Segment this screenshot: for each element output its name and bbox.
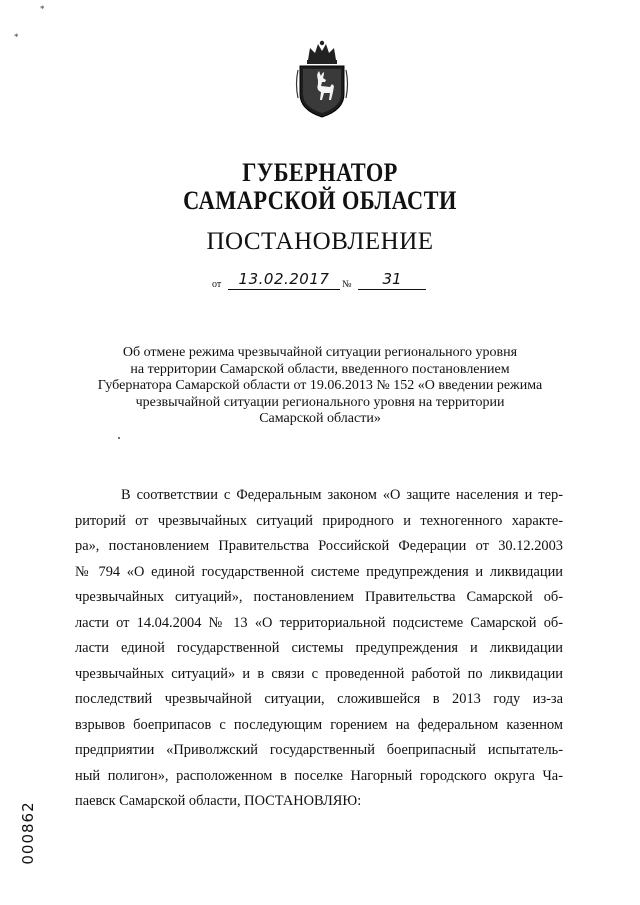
body-line: чрезвычайных ситуаций», постановлением Правительства Самарской об-: [75, 589, 563, 605]
issuer-title-line1: ГУБЕРНАТОР: [242, 158, 398, 187]
document-type-heading: ПОСТАНОВЛЕНИЕ: [206, 228, 434, 255]
subject-line: Об отмене режима чрезвычайной ситуации регионального уровня: [122, 345, 518, 360]
number-prefix: №: [342, 279, 352, 290]
body-line: предприятии «Приволжский государственный боеприпасный испытатель-: [75, 742, 563, 758]
body-line: паевск Самарской области, ПОСТАНОВЛЯЮ:: [75, 793, 362, 809]
stray-mark: *: [40, 4, 45, 14]
body-line: В соответствии с Федеральным законом «О защите населения и тер-: [121, 487, 563, 503]
body-line: ра», постановлением Правительства Российской Федерации от 30.12.2003: [75, 538, 563, 554]
serial-number: 000862: [19, 801, 37, 865]
samara-coat-of-arms-icon: [294, 40, 350, 118]
subject-line: Губернатора Самарской области от 19.06.2013 № 152 «О введении режима: [97, 378, 543, 393]
subject-line: на территории Самарской области, введенного постановлением: [130, 361, 510, 377]
stray-dot: [118, 437, 120, 439]
body-line: чрезвычайных ситуаций» и в связи с проведенной работой по ликвидации: [75, 665, 563, 682]
subject-line: Самарской области»: [259, 411, 381, 426]
issuer-title-line2: САМАРСКОЙ ОБЛАСТИ: [183, 186, 457, 215]
body-line: взрывов боеприпасов с последующим горением на федеральном казенном: [75, 716, 563, 733]
date-number-line: [212, 270, 452, 293]
stray-mark: *: [14, 32, 19, 42]
subject-line: чрезвычайной ситуации регионального уровня на территории: [135, 394, 505, 410]
document-number: 31: [358, 270, 426, 290]
preamble-paragraph: [75, 483, 563, 815]
margin-serial-stamp: [16, 800, 40, 870]
body-line: риторий от чрезвычайных ситуаций природного и техногенного характе-: [75, 512, 563, 529]
body-line: последствий чрезвычайной ситуации, сложившейся в 2013 году из-за: [75, 691, 563, 707]
body-line: ный полигон», расположенном в поселке Нагорный городского округа Ча-: [75, 767, 563, 784]
date-prefix: от: [212, 279, 222, 290]
body-line: ласти от 14.04.2004 № 13 «О территориальной подсистеме Самарской об-: [75, 614, 563, 631]
body-line: № 794 «О единой государственной системе предупреждения и ликвидации: [75, 563, 563, 580]
document-date: 13.02.2017: [228, 270, 340, 290]
body-line: ласти единой государственной системы предупреждения и ликвидации: [75, 640, 563, 656]
document-subject: [90, 345, 550, 428]
